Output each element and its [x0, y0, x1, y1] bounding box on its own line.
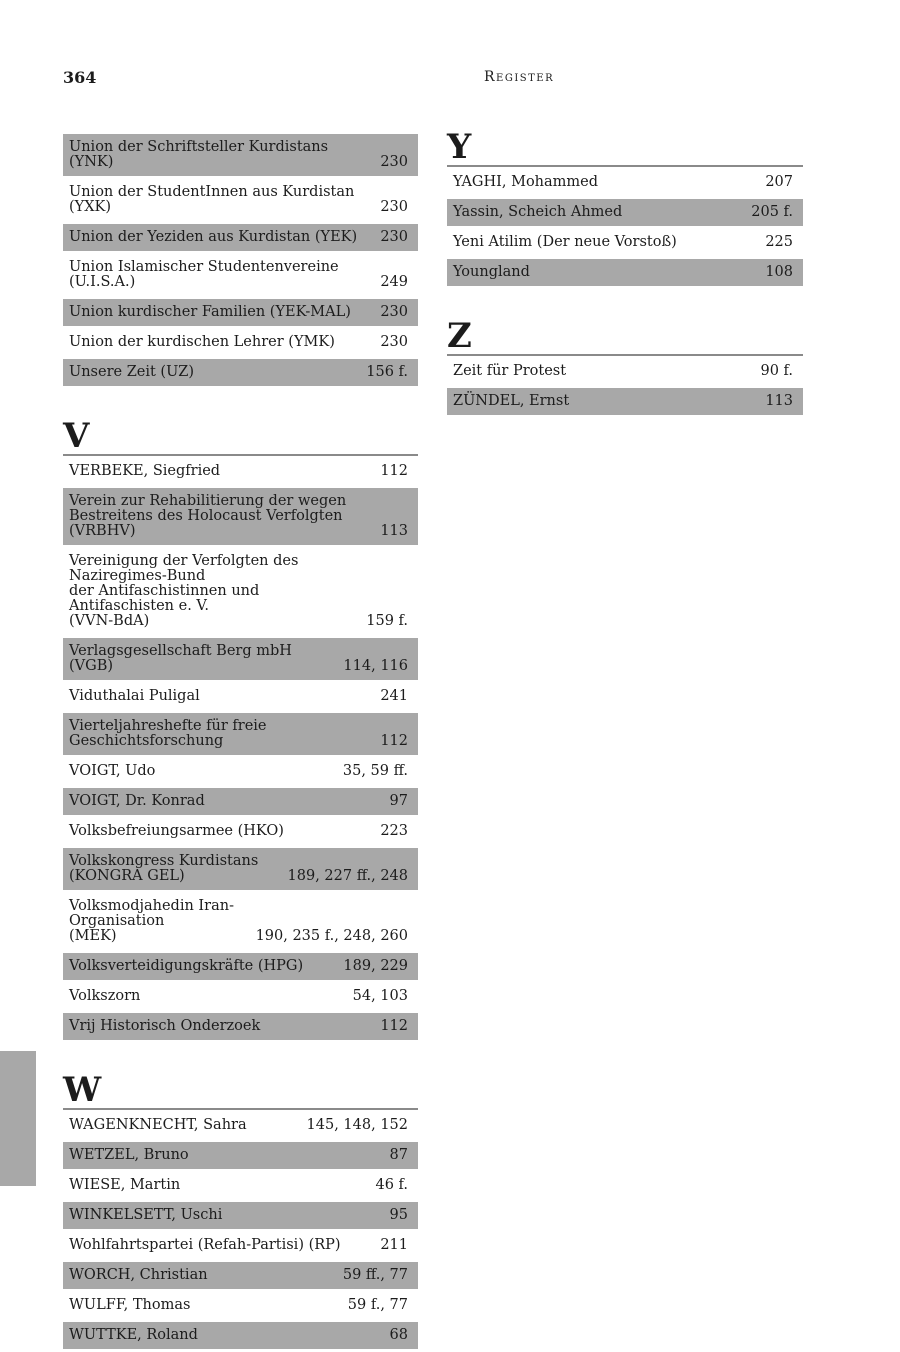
index-entry — [63, 953, 418, 980]
section-letter-w: W — [63, 1073, 418, 1110]
index-entry — [63, 1232, 418, 1259]
index-entry — [447, 169, 803, 196]
entry-term: WETZEL, Bruno — [69, 1147, 189, 1163]
entry-term: Yassin, Scheich Ahmed — [453, 204, 623, 220]
entry-pages: 156 f. — [366, 364, 408, 380]
entry-pages: 205 f. — [751, 204, 793, 220]
index-entry — [63, 638, 418, 680]
index-column-left — [63, 134, 418, 1352]
entry-pages: 230 — [380, 199, 408, 215]
section-v — [63, 416, 418, 1040]
entry-pages: 46 f. — [375, 1177, 408, 1193]
index-entry — [63, 683, 418, 710]
entry-pages: 95 — [389, 1207, 408, 1223]
entry-term: Vierteljahreshefte für freie Geschichtsforschung — [69, 718, 267, 749]
index-entry — [447, 358, 803, 385]
entry-pages: 114, 116 — [343, 658, 408, 674]
section-letter-y: Y — [447, 130, 803, 167]
entry-pages: 189, 227 ff., 248 — [287, 868, 408, 884]
entry-pages: 87 — [389, 1147, 408, 1163]
entry-pages: 97 — [389, 793, 408, 809]
index-entry — [63, 488, 418, 545]
index-entry — [63, 329, 418, 356]
index-entry — [63, 458, 418, 485]
entry-term: YAGHI, Mohammed — [453, 174, 599, 190]
entry-term: WAGENKNECHT, Sahra — [69, 1117, 247, 1133]
entry-term: Vereinigung der Verfolgten des Naziregimes-Bund der Antifaschistinnen und Antifaschisten e. V. (VVN-BdA) — [69, 553, 299, 629]
entry-term: Union der Schriftsteller Kurdistans (YNK) — [69, 139, 329, 170]
entry-term: ZÜNDEL, Ernst — [453, 393, 570, 409]
index-list — [63, 1112, 418, 1349]
entry-pages: 230 — [380, 154, 408, 170]
entry-term: WUTTKE, Roland — [69, 1327, 198, 1343]
entry-term: Union kurdischer Familien (YEK-MAL) — [69, 304, 351, 320]
index-entry — [447, 388, 803, 415]
entry-pages: 54, 103 — [352, 988, 408, 1004]
index-entry — [63, 1013, 418, 1040]
entry-term: VOIGT, Udo — [69, 763, 156, 779]
index-entry — [447, 229, 803, 256]
entry-term: Union Islamischer Studentenvereine (U.I.S.A.) — [69, 259, 339, 290]
index-entry — [63, 1202, 418, 1229]
index-entry — [63, 818, 418, 845]
entry-term: Volkszorn — [69, 988, 141, 1004]
section-z — [447, 316, 803, 415]
entry-pages: 113 — [765, 393, 793, 409]
entry-pages: 207 — [765, 174, 793, 190]
running-head: Register — [484, 69, 555, 85]
index-entry — [63, 548, 418, 635]
entry-pages: 113 — [380, 523, 408, 539]
index-entry — [63, 848, 418, 890]
entry-pages: 59 ff., 77 — [342, 1267, 408, 1283]
index-list — [447, 169, 803, 286]
thumb-index-tab — [0, 1051, 36, 1186]
entry-term: Union der StudentInnen aus Kurdistan (YXK) — [69, 184, 355, 215]
entry-pages: 90 f. — [760, 363, 793, 379]
entry-pages: 223 — [380, 823, 408, 839]
entry-pages: 249 — [380, 274, 408, 290]
index-entry — [63, 134, 418, 176]
entry-pages: 145, 148, 152 — [306, 1117, 408, 1133]
entry-term: Viduthalai Puligal — [69, 688, 200, 704]
index-entry — [63, 1292, 418, 1319]
entry-pages: 108 — [765, 264, 793, 280]
entry-term: VERBEKE, Siegfried — [69, 463, 221, 479]
index-entry — [63, 299, 418, 326]
index-entry — [63, 224, 418, 251]
entry-term: Volksmodjahedin Iran-Organisation (MEK) — [69, 898, 234, 944]
index-entry — [63, 1112, 418, 1139]
index-entry — [63, 983, 418, 1010]
index-entry — [447, 259, 803, 286]
index-list — [63, 458, 418, 1040]
section-letter-z: Z — [447, 319, 803, 356]
index-list — [447, 358, 803, 415]
section-letter-v: V — [63, 419, 418, 456]
entry-pages: 230 — [380, 304, 408, 320]
index-entry — [63, 1262, 418, 1289]
entry-pages: 189, 229 — [343, 958, 408, 974]
index-entry — [63, 788, 418, 815]
index-entry — [63, 893, 418, 950]
entry-pages: 112 — [380, 1018, 408, 1034]
index-entry — [63, 758, 418, 785]
index-entry — [63, 179, 418, 221]
entry-term: Volksbefreiungsarmee (HKO) — [69, 823, 284, 839]
index-entry — [63, 1172, 418, 1199]
entry-pages: 230 — [380, 334, 408, 350]
entry-term: Youngland — [453, 264, 530, 280]
entry-term: WIESE, Martin — [69, 1177, 181, 1193]
section-y — [447, 127, 803, 286]
entry-pages: 35, 59 ff. — [342, 763, 408, 779]
index-list — [63, 134, 418, 386]
index-entry — [63, 1142, 418, 1169]
entry-term: VOIGT, Dr. Konrad — [69, 793, 205, 809]
entry-term: WORCH, Christian — [69, 1267, 208, 1283]
entry-term: Verlagsgesellschaft Berg mbH (VGB) — [69, 643, 292, 674]
entry-pages: 59 f., 77 — [347, 1297, 408, 1313]
page-number: 364 — [63, 68, 97, 87]
entry-term: Verein zur Rehabilitierung der wegen Bestreitens des Holocaust Verfolgten (VRBHV) — [69, 493, 347, 539]
entry-pages: 112 — [380, 463, 408, 479]
entry-term: Wohlfahrtspartei (Refah-Partisi) (RP) — [69, 1237, 341, 1253]
section-w — [63, 1070, 418, 1349]
index-column-right — [447, 127, 803, 418]
index-entry — [63, 1322, 418, 1349]
entry-term: Unsere Zeit (UZ) — [69, 364, 195, 380]
index-entry — [63, 359, 418, 386]
entry-term: Volksverteidigungskräfte (HPG) — [69, 958, 304, 974]
entry-term: Yeni Atilim (Der neue Vorstoß) — [453, 234, 677, 250]
index-entry — [447, 199, 803, 226]
entry-term: Union der kurdischen Lehrer (YMK) — [69, 334, 335, 350]
entry-term: Union der Yeziden aus Kurdistan (YEK) — [69, 229, 358, 245]
index-entry — [63, 254, 418, 296]
entry-pages: 190, 235 f., 248, 260 — [255, 928, 408, 944]
index-entry — [63, 713, 418, 755]
entry-term: Zeit für Protest — [453, 363, 567, 379]
entry-pages: 230 — [380, 229, 408, 245]
entry-pages: 211 — [380, 1237, 408, 1253]
entry-pages: 241 — [380, 688, 408, 704]
entry-pages: 225 — [765, 234, 793, 250]
entry-pages: 68 — [389, 1327, 408, 1343]
entry-term: WULFF, Thomas — [69, 1297, 191, 1313]
entry-term: Vrij Historisch Onderzoek — [69, 1018, 261, 1034]
entry-term: Volkskongress Kurdistans (KONGRA GEL) — [69, 853, 259, 884]
entry-pages: 159 f. — [366, 613, 408, 629]
entry-term: WINKELSETT, Uschi — [69, 1207, 223, 1223]
entry-pages: 112 — [380, 733, 408, 749]
